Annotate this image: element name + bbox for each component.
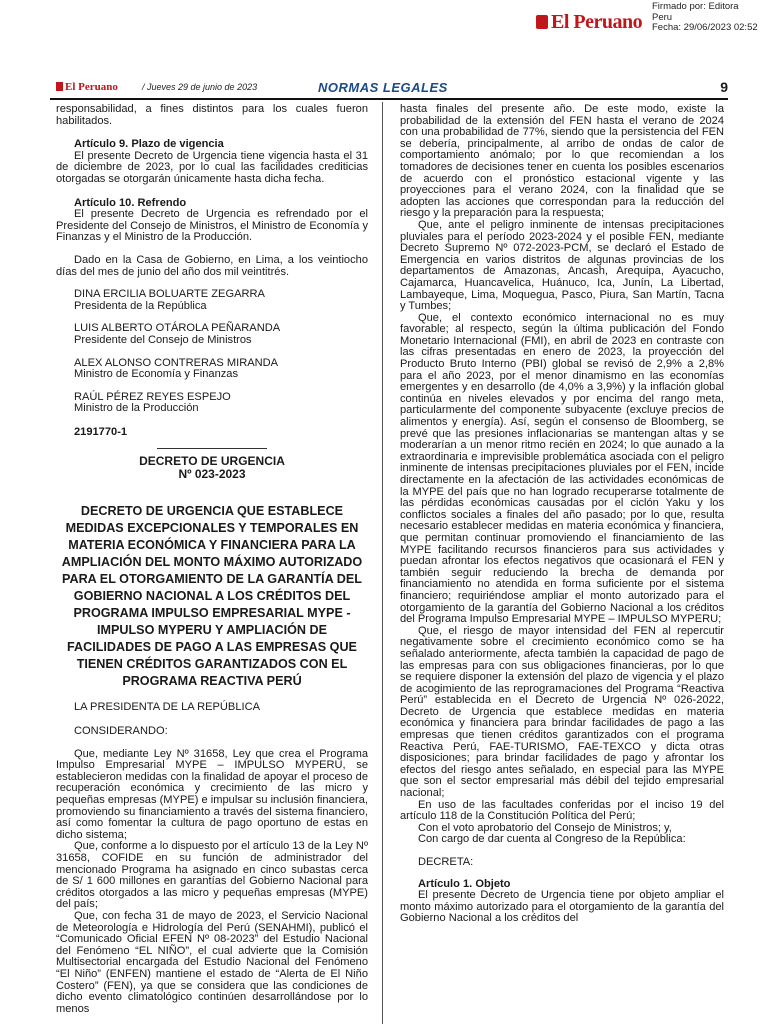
paragraph: Que, mediante Ley Nº 31658, Ley que crea el Programa Impulso Empresarial MYPE – IMPULSO MYPERU, se establecieron medidas con la finalidad de apoyar el proceso de recuperación económica y crecimiento de las micro y pequeñas empresas (MYPE) e impulsar su inclusión financiera, promoviendo su financiamiento a través del sistema financiero, así como fomentar la cultura de pago oportuno de estas en dicho sistema;: [56, 747, 369, 841]
paragraph: Que, el contexto económico internacional no es muy favorable; al respecto, según la última publicación del Fondo Monetario Internacional (FMI), en abril de 2023 en contraste con las cifras presentadas en enero de 2023, la proyección del Producto Bruto Interno (PBI) global se revisó de 2,9% a 2,8% para el año 2023, por el menor dinamismo en las economías emergentes y en desarrollo (de 4,0% a 3,9%) y la inflación global continúa en niveles elevados y por encima del rango meta, particularmente del componente subyacente (excluye precios de alimentos y energía). Así, según el consenso de Bloomberg, se prevé que las presiones inflacionarias se mantengan altas y se moderarían a un menor ritmo recién en 2024; lo que aunado a la extraordinaria e imprevisible problemática asociada con el peligro inminente de intensas precipitaciones pluviales por el FEN, incide directamente en la afectación de las actividades económicas de la MYPE del país que no han logrado recuperarse totalmente de las pérdidas económicas causadas por el ciclón Yaku y los conflictos sociales a finales del año pasado; por lo que, resulta necesario establecer medidas en materia económica y financiera, que permitan continuar promoviendo el financiamiento de las MYPE facilitando recursos financieros para sus actividades y puedan afrontar los efectos negativos que ocasionará el FEN y también seguir reduciendo la brecha de demanda por financiamiento no atendida en forma suficiente por el sistema financiero; requiriéndose ampliar el monto autorizado para el otorgamiento de la garantía del Gobierno Nacional a los créditos del Programa Impulso Empresarial MYPE – IMPULSO MYPERU;: [400, 311, 724, 626]
dado-paragraph: Dado en la Casa de Gobierno, en Lima, a los veintiocho días del mes de junio del año dos mil veintitrés.: [56, 253, 368, 278]
signatory-name: ALEX ALONSO CONTRERAS MIRANDA: [74, 356, 279, 369]
paragraph: Con el voto aprobatorio del Consejo de Ministros; y,: [418, 821, 672, 834]
paragraph: Con cargo de dar cuenta al Congreso de la República:: [418, 833, 686, 846]
el-peruano-logo: El Peruano: [536, 11, 642, 34]
paragraph: Que, con fecha 31 de mayo de 2023, el Servicio Nacional de Meteorología e Hidrología del Perú (SENAHMI), publicó el “Comunicado Oficial EFEN Nº 08-2023” del Estudio Nacional del Fenómeno “EL NIÑO”, el cual advierte que la Comisión Multisectorial encargada del Estudio Nacional del Fenómeno “El Niño” (ENFEN) mantiene el estado de “Alerta de El Niño Costero” (FEN), ya que se considera que las condiciones de dicho evento climatológico continúen desarrollándose por lo menos: [56, 909, 368, 1015]
paragraph: El presente Decreto de Urgencia es refrendado por el Presidente del Consejo de Ministros, el Ministro de Economía y Finanzas y el Ministro de la Producción.: [56, 208, 368, 244]
paragraph: El presente Decreto de Urgencia tiene por objeto ampliar el monto máximo autorizado para el otorgamiento de la garantía del Gobierno Nacional a los créditos del: [400, 889, 724, 925]
signatory-role: Presidenta de la República: [74, 299, 207, 312]
presidenta-heading: LA PRESIDENTA DE LA REPÚBLICA: [74, 701, 260, 714]
article-heading: Artículo 10. Refrendo: [74, 196, 187, 209]
paragraph: Que, conforme a lo dispuesto por el artículo 13 de la Ley Nº 31658, COFIDE en su función de administrador del mencionado Programa ha asignado en cinco subastas cerca de S/ 1 600 millones en garantías del Gobierno Nacional para créditos otorgados a las micro y pequeñas empresas (MYPE) del país;: [56, 840, 368, 911]
header-rule: [50, 98, 728, 100]
header-logo: El Peruano: [56, 81, 118, 93]
paragraph: hasta finales del presente año. De este modo, existe la probabilidad de la extensión del FEN hasta el verano de 2024 con una probabilidad de 77%, siendo que la persistencia del FEN se debería, principalmente, al arribo de ondas de calor de comportamiento anómalo; por lo que recomiendan a los tomadores de decisiones tener en cuenta los posibles escenarios de acuerdo con el pronóstico estacional vigente y las proyecciones para el verano 2024, con la finalidad que se adopten las acciones que correspondan para la reducción del riesgo y la preparación para la respuesta;: [400, 103, 724, 220]
article-heading: Artículo 1. Objeto: [418, 877, 511, 890]
column-divider: [382, 102, 383, 1024]
decreta-heading: DECRETA:: [418, 856, 474, 868]
signatory-name: LUIS ALBERTO OTÁROLA PEÑARANDA: [74, 322, 281, 335]
paragraph: En uso de las facultades conferidas por el inciso 19 del artículo 118 de la Constitución Política del Perú;: [400, 798, 724, 823]
section-title: NORMAS LEGALES: [318, 80, 448, 95]
signature-text: Firmado por: Editora Peru Fecha: 29/06/2023 02:52: [652, 1, 758, 33]
decree-number: Nº 023-2023: [178, 467, 246, 482]
paragraph: Que, ante el peligro inminente de intensas precipitaciones pluviales para el período 2023-2024 y el posible FEN, mediante Decreto Supremo Nº 072-2023-PCM, se declaró el Estado de Emergencia en varios distritos de algunas provincias de los departamentos de Amazonas, Ancash, Arequipa, Ayacucho, Cajamarca, Huancavelica, Huánuco, Ica, Junín, La Libertad, Lambayeque, Lima, Moquegua, Pasco, Piura, San Martín, Tacna y Tumbes;: [400, 218, 724, 313]
paragraph: El presente Decreto de Urgencia tiene vigencia hasta el 31 de diciembre de 2023, por lo cual las facilidades crediticias otorgadas se otorgarán únicamente hasta dicha fecha.: [56, 149, 368, 185]
signatory-name: RAÚL PÉREZ REYES ESPEJO: [74, 390, 231, 403]
article-heading: Artículo 9. Plazo de vigencia: [74, 138, 224, 151]
left-column: [56, 104, 368, 1015]
right-column: [400, 104, 724, 925]
signatory-name: DINA ERCILIA BOLUARTE ZEGARRA: [74, 288, 265, 301]
page-number: 9: [720, 79, 728, 95]
signatory-role: Presidente del Consejo de Ministros: [74, 333, 252, 346]
decree-long-title: DECRETO DE URGENCIA QUE ESTABLECE MEDIDAS EXCEPCIONALES Y TEMPORALES EN MATERIA ECONÓMICA Y FINANCIERA PARA LA AMPLIACIÓN DEL MONTO MÁXIMO AUTORIZADO PARA EL OTORGAMIENTO DE LA GARANTÍA DEL GOBIERNO NACIONAL A LOS CRÉDITOS DEL PROGRAMA IMPULSO EMPRESARIAL MYPE - IMPULSO MYPERU Y AMPLIACIÓN DE FACILIDADES DE PAGO A LAS EMPRESAS QUE TIENEN CRÉDITOS GARANTIZADOS CON EL PROGRAMA REACTIVA PERÚ: [61, 504, 363, 689]
signatory-role: Ministro de la Producción: [74, 402, 199, 415]
crest-icon: [56, 82, 63, 91]
header-date: / Jueves 29 de junio de 2023: [142, 82, 258, 92]
decree-title: DECRETO DE URGENCIA: [139, 454, 285, 469]
paragraph: Que, el riesgo de mayor intensidad del FEN al repercutir negativamente sobre el crecimiento económico como se ha señalado anteriormente, afecta también la capacidad de pago de las empresas para con sus obligaciones financieras, por lo que se requiere disponer la extensión del plazo de vigencia y el plazo de acogimiento de las reprogramaciones del Programa “Reactiva Perú” establecida en el Decreto de Urgencia Nº 026-2022, Decreto de Urgencia que establece medidas en materia económica y financiera para brindar facilidades de pago a las empresas que tienen créditos garantizados con el programa Reactiva Perú, FAE-TURISMO, FAE-TEXCO y dicta otras disposiciones; para brindar facilidades de pago y afrontar los efectos del riesgo antes señalado, en especial para las MYPE que son el sector empresarial más débil del tejido empresarial nacional;: [400, 624, 724, 800]
separator-rule: [157, 448, 267, 449]
page-header: [50, 80, 728, 96]
considerando-heading: CONSIDERANDO:: [74, 725, 168, 738]
digital-signature-stamp: [0, 0, 768, 44]
signatory-role: Ministro de Economía y Finanzas: [74, 368, 239, 381]
crest-icon: [536, 15, 548, 29]
document-code: 2191770-1: [74, 425, 128, 438]
paragraph: responsabilidad, a fines distintos para los cuales fueron habilitados.: [56, 103, 368, 127]
